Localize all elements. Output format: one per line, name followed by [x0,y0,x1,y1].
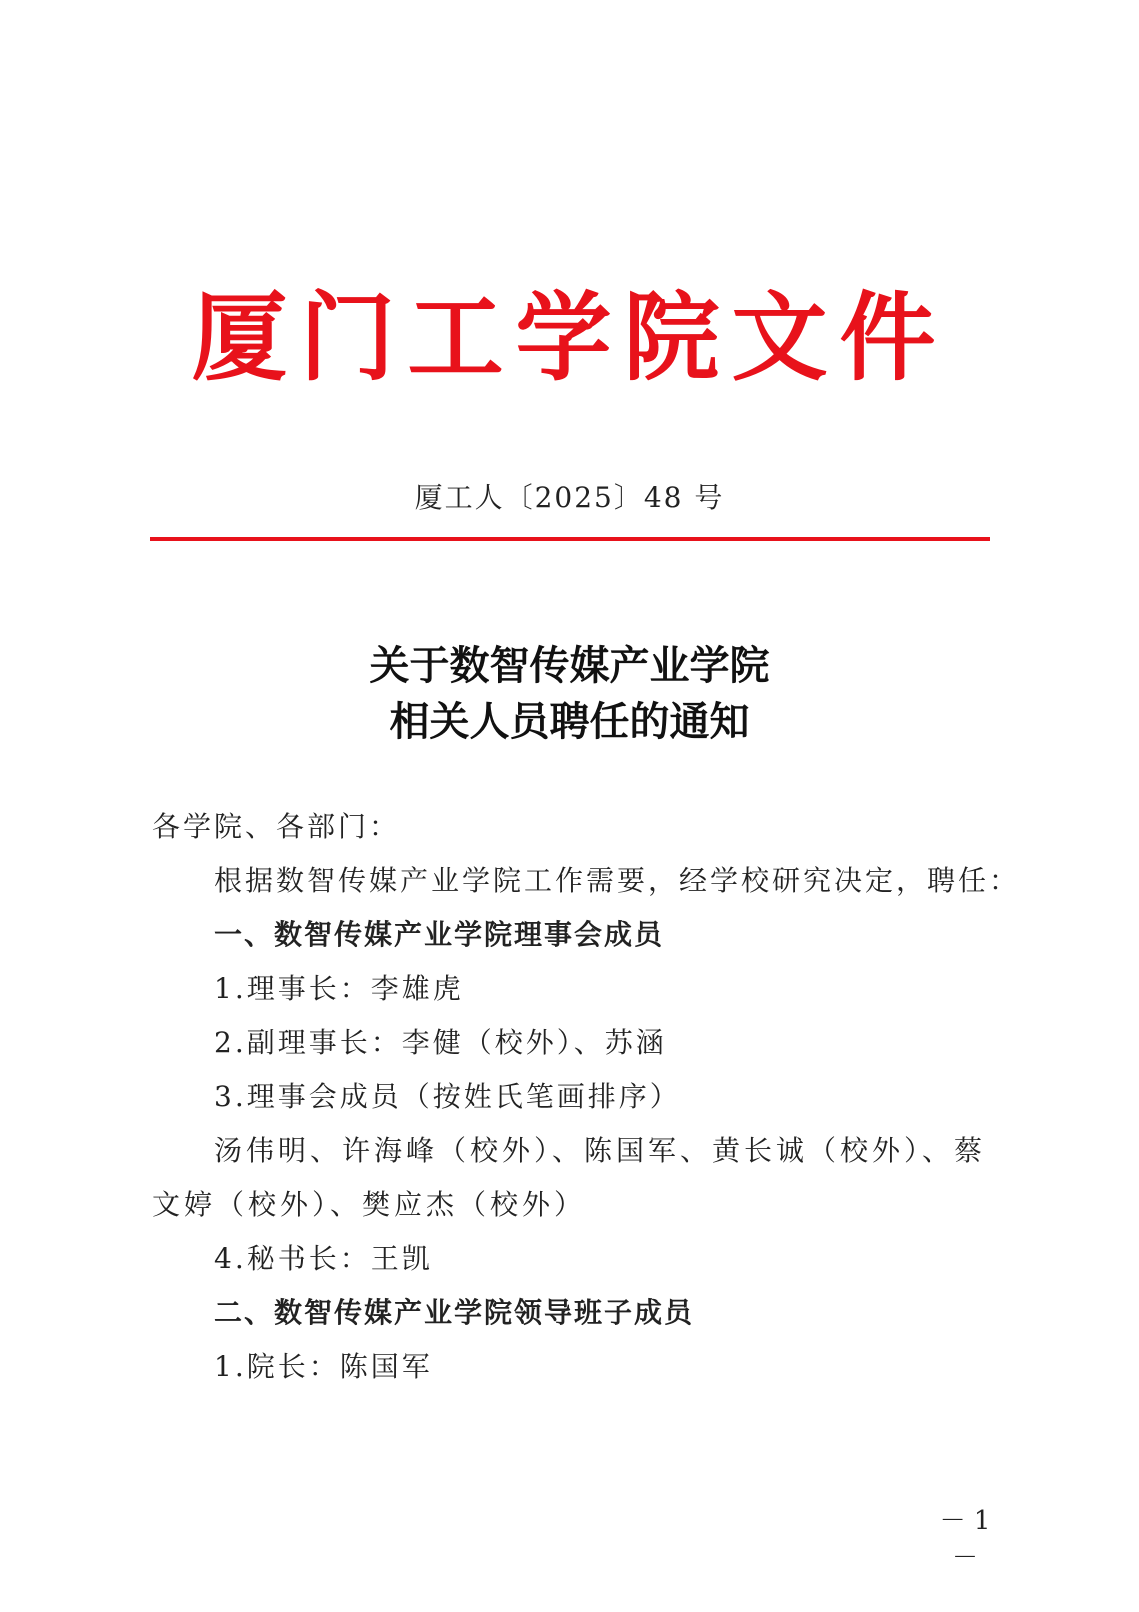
salutation: 各学院、各部门： [152,810,401,843]
item-vice-chairman: 2.副理事长：李健（校外）、苏涵 [214,1026,667,1059]
document-title-line-2: 相关人员聘任的通知 [389,699,750,745]
section-2-heading: 二、数智传媒产业学院领导班子成员 [214,1296,695,1329]
item-secretary-general: 4.秘书长：王凯 [214,1242,433,1275]
document-number: 厦工人〔2025〕48 号 [414,481,725,514]
page-number: － 1 － [939,1506,991,1573]
council-member-list: 汤伟明、许海峰（校外）、陈国军、黄长诚（校外）、蔡文婷（校外）、樊应杰（校外） [152,1134,987,1221]
document-body [152,800,1021,1394]
item-council-members: 3.理事会成员（按姓氏笔画排序） [214,1080,681,1113]
section-1-heading: 一、数智传媒产业学院理事会成员 [214,918,665,951]
item-dean: 1.院长：陈国军 [214,1350,433,1383]
document-header-title: 厦门工学院文件 [191,281,948,394]
document-title [0,638,1139,750]
item-chairman: 1.理事长：李雄虎 [214,972,464,1005]
red-divider-line [150,537,990,541]
intro-paragraph: 根据数智传媒产业学院工作需要，经学校研究决定，聘任： [214,864,1021,897]
document-title-line-1: 关于数智传媒产业学院 [369,643,770,689]
